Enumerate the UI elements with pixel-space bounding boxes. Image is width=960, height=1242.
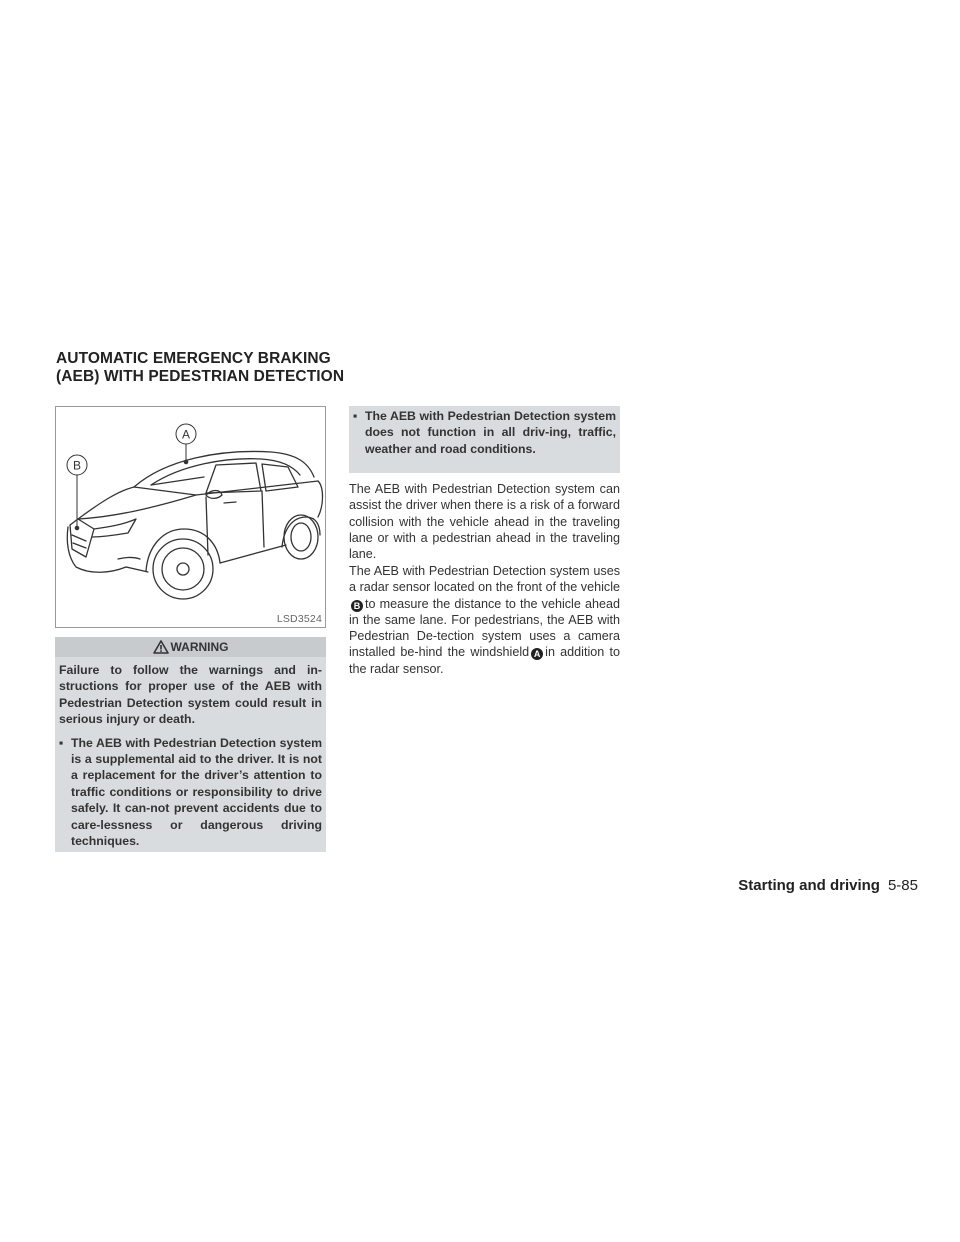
bullet-mark: ▪: [353, 409, 358, 423]
warning-triangle-icon: [153, 640, 169, 654]
warning-bullet-2-text: The AEB with Pedestrian Detection system does not function in all driv-ing, traffic, weather and road conditions.: [365, 409, 616, 456]
page-number: 5-85: [887, 877, 918, 894]
section-title-line1: AUTOMATIC EMERGENCY BRAKING: [56, 350, 331, 367]
body-paragraph-2: [349, 563, 620, 677]
callout-label-b: B: [72, 458, 82, 473]
warning-bullet-1-text: The AEB with Pedestrian Detection system is a supplemental aid to the driver. It is not a replacement for the driver’s attention to traffic conditions or responsibility to drive safely. It can-not prevent accidents due to care-lessness or dangerous driving techniques.: [71, 735, 322, 849]
callout-label-a: A: [181, 427, 191, 442]
car-illustration: [55, 406, 326, 628]
warning-bullet-1: [55, 728, 326, 850]
footer-section-name: Starting and driving: [738, 877, 880, 894]
warning-intro: Failure to follow the warnings and in-structions for proper use of the AEB with Pedestrian Detection system could result in serious injury or death.: [59, 663, 322, 727]
warning-heading: [55, 637, 326, 657]
warning-heading-text: WARNING: [170, 640, 229, 654]
warning-bullet-2: [353, 408, 616, 457]
car-drawing: [56, 407, 326, 628]
warning-box: [55, 637, 326, 852]
body-paragraph-2-part-a: The AEB with Pedestrian Detection system uses a radar sensor located on the front of the vehicle: [349, 564, 620, 595]
page-footer: [738, 877, 918, 895]
body-paragraph-1: The AEB with Pedestrian Detection system can assist the driver when there is a risk of a forward collision with the vehicle ahead in the traveling lane or with a pedestrian ahead in the traveling lane.: [349, 482, 620, 562]
section-title-line2: (AEB) WITH PEDESTRIAN DETECTION: [56, 368, 345, 385]
bullet-mark: ▪: [59, 735, 64, 750]
body-paragraph-2-part-b: to measure the distance to the vehicle ahead in the same lane. For pedestrians, the AEB with Pedestrian De-tection system uses a camera installed be-hind the windshield: [349, 596, 620, 660]
figure-code: LSD3524: [276, 613, 322, 625]
callout-ref-b: B: [351, 600, 363, 612]
body-paragraph-2-part-c: in addition to the radar sensor.: [349, 645, 620, 676]
warning-box-continued: [349, 406, 620, 473]
callout-ref-a: A: [531, 648, 543, 660]
section-title: [56, 350, 344, 386]
